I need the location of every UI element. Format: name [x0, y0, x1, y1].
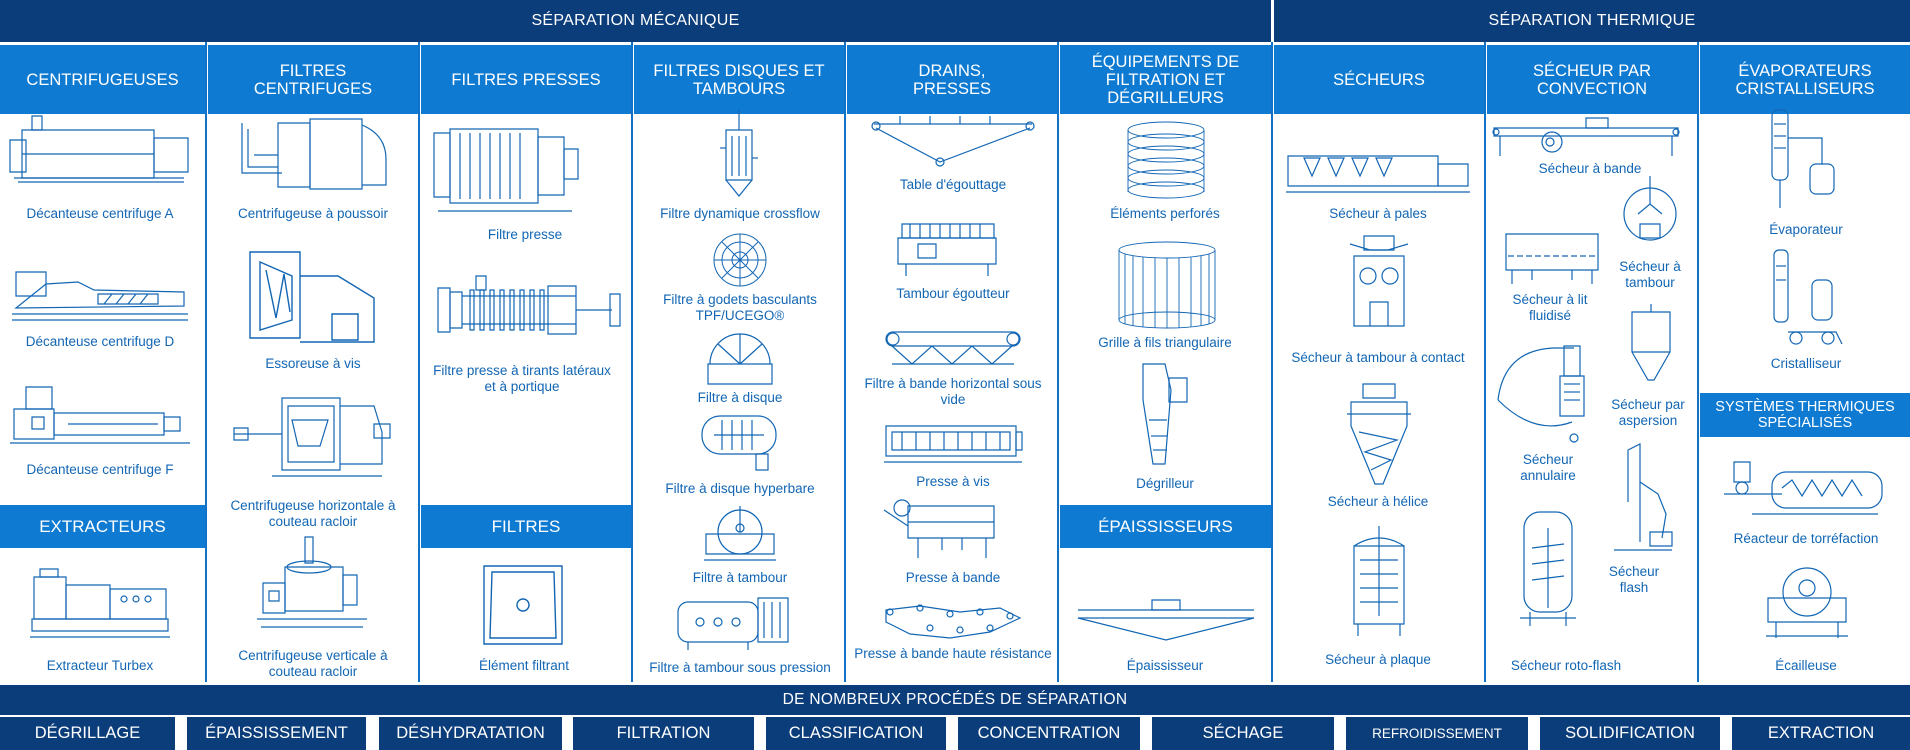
caption: Éléments perforés: [1110, 206, 1220, 221]
caption: Filtre à disque: [697, 390, 783, 405]
header-secheurs: SÉCHEURS: [1274, 45, 1484, 114]
caption: Sécheur à tambour: [1619, 259, 1681, 290]
process-classification: CLASSIFICATION: [766, 717, 946, 750]
screen-rake-icon: [1135, 360, 1195, 468]
caption: Élément filtrant: [478, 658, 570, 673]
annular-dryer-icon: [1494, 340, 1602, 444]
caption: Sécheur à bande: [1538, 161, 1642, 176]
drainage-drum-icon: [896, 218, 998, 278]
header-extracteurs: EXTRACTEURS: [0, 505, 205, 548]
drum-filter-icon: [702, 502, 778, 564]
screw-press-icon: [882, 420, 1024, 468]
caption: Réacteur de torréfaction: [1733, 531, 1879, 546]
process-refroidissement: REFROIDISSEMENT: [1346, 717, 1528, 750]
column-divider: [1484, 42, 1486, 682]
wedge-wire-screen-icon: [1115, 240, 1219, 330]
high-resistance-belt-press-icon: [880, 598, 1026, 646]
fluid-bed-dryer-icon: [1502, 230, 1602, 288]
header-epaississeurs: ÉPAISSISSEURS: [1060, 505, 1271, 548]
pressure-drum-filter-icon: [674, 594, 798, 652]
caption: Extracteur Turbex: [46, 658, 154, 673]
caption: Cristalliseur: [1770, 356, 1842, 371]
belt-press-icon: [882, 496, 1002, 564]
caption: Table d'égouttage: [899, 177, 1007, 192]
crossflow-filter-icon: [718, 108, 760, 200]
caption: Sécheur à plaque: [1325, 652, 1431, 667]
caption: Presse à vis: [916, 474, 990, 489]
header-filtres-disques-tambours: FILTRES DISQUES ET TAMBOURS: [634, 45, 844, 114]
spray-dryer-icon: [1626, 302, 1676, 384]
caption: Filtre à godets basculants TPF/UCEGO®: [663, 292, 817, 323]
horizontal-peeler-centrifuge-icon: [232, 392, 394, 484]
filter-element-icon: [482, 564, 564, 646]
process-concentration: CONCENTRATION: [958, 717, 1140, 750]
caption: Sécheur flash: [1608, 564, 1660, 595]
caption: Décanteuse centrifuge D: [25, 334, 175, 349]
header-secheur-convection: SÉCHEUR PAR CONVECTION: [1487, 45, 1697, 114]
decanter-d-icon: [8, 258, 193, 328]
vacuum-belt-filter-icon: [882, 328, 1024, 368]
header-systemes-thermiques: SYSTÈMES THERMIQUES SPÉCIALISÉS: [1700, 393, 1910, 437]
caption: Centrifugeuse horizontale à couteau racloir: [230, 498, 396, 529]
caption: Décanteuse centrifuge F: [26, 462, 174, 477]
process-solidification: SOLIDIFICATION: [1540, 717, 1720, 750]
caption: Grille à fils triangulaire: [1098, 335, 1232, 350]
caption: Filtre à disque hyperbare: [665, 481, 815, 496]
torrefaction-reactor-icon: [1722, 458, 1888, 520]
flaker-icon: [1764, 558, 1850, 640]
caption: Sécheur par aspersion: [1611, 397, 1685, 428]
tie-rod-filter-press-icon: [436, 272, 622, 340]
process-sechage: SÉCHAGE: [1152, 717, 1334, 750]
header-filtres: FILTRES: [421, 505, 631, 548]
thickener-icon: [1076, 598, 1256, 644]
caption: Filtre à tambour: [692, 570, 788, 585]
perforated-elements-icon: [1124, 120, 1208, 204]
caption: Centrifugeuse à poussoir: [237, 206, 389, 221]
caption: Dégrilleur: [1136, 476, 1194, 491]
column-divider: [205, 42, 207, 682]
pusher-centrifuge-icon: [234, 115, 394, 195]
caption: Sécheur à pales: [1329, 206, 1427, 221]
caption: Décanteuse centrifuge A: [26, 206, 174, 221]
extractor-turbex-icon: [28, 565, 173, 650]
caption: Centrifugeuse verticale à couteau racloir: [238, 648, 388, 679]
caption: Presse à bande haute résistance: [854, 646, 1052, 661]
plate-dryer-icon: [1348, 524, 1410, 638]
caption: Sécheur roto-flash: [1510, 658, 1622, 673]
header-centrifugeuses: CENTRIFUGEUSES: [0, 45, 205, 114]
caption: Filtre presse: [487, 227, 563, 242]
header-equipements-filtration: ÉQUIPEMENTS DE FILTRATION ET DÉGRILLEURS: [1060, 45, 1271, 114]
caption: Évaporateur: [1769, 222, 1843, 237]
caption: Filtre à tambour sous pression: [649, 660, 831, 675]
column-divider: [844, 42, 846, 682]
crystallizer-icon: [1766, 248, 1846, 352]
header-filtres-presses: FILTRES PRESSES: [421, 45, 631, 114]
roto-flash-dryer-icon: [1516, 508, 1580, 630]
band-mechanical: SÉPARATION MÉCANIQUE: [0, 0, 1271, 42]
disc-filter-icon: [706, 330, 774, 386]
helix-dryer-icon: [1345, 380, 1413, 488]
caption: Sécheur à tambour à contact: [1291, 350, 1465, 365]
vertical-peeler-centrifuge-icon: [255, 535, 370, 640]
caption: Sécheur annulaire: [1520, 452, 1576, 483]
process-filtration: FILTRATION: [573, 717, 754, 750]
hyperbaric-disc-filter-icon: [694, 410, 784, 476]
caption: Filtre presse à tirants latéraux et à portique: [433, 363, 611, 394]
evaporator-icon: [1766, 108, 1840, 212]
flash-dryer-icon: [1610, 442, 1676, 558]
header-drains-presses: DRAINS, PRESSES: [847, 45, 1057, 114]
drainage-table-icon: [870, 112, 1036, 170]
caption: Filtre dynamique crossflow: [660, 206, 820, 221]
column-divider: [631, 42, 633, 682]
caption: Écailleuse: [1775, 658, 1837, 673]
filter-press-icon: [432, 125, 580, 217]
column-divider: [1271, 42, 1273, 682]
caption: Épaississeur: [1126, 658, 1204, 673]
process-deshydratation: DÉSHYDRATATION: [379, 717, 562, 750]
process-degrillage: DÉGRILLAGE: [0, 717, 175, 750]
column-divider: [418, 42, 420, 682]
drum-dryer-icon: [1618, 174, 1680, 252]
caption: Tambour égoutteur: [896, 286, 1010, 301]
caption: Sécheur à hélice: [1327, 494, 1429, 509]
process-epaississement: ÉPAISSISSEMENT: [187, 717, 366, 750]
screw-centrifuge-icon: [248, 250, 378, 345]
decanter-f-icon: [8, 383, 193, 453]
paddle-dryer-icon: [1284, 148, 1472, 198]
process-extraction: EXTRACTION: [1732, 717, 1910, 750]
contact-drum-dryer-icon: [1344, 232, 1414, 336]
column-divider: [1057, 42, 1059, 682]
caption: Essoreuse à vis: [265, 356, 361, 371]
tilting-pan-filter-icon: [712, 232, 768, 288]
header-filtres-centrifuges: FILTRES CENTRIFUGES: [208, 45, 418, 114]
column-divider: [1697, 42, 1699, 682]
band-thermal: SÉPARATION THERMIQUE: [1274, 0, 1910, 42]
caption: Presse à bande: [905, 570, 1001, 585]
header-evaporateurs-cristalliseurs: ÉVAPORATEURS CRISTALLISEURS: [1700, 45, 1910, 114]
caption: Sécheur à lit fluidisé: [1512, 292, 1588, 323]
decanter-a-icon: [8, 112, 193, 194]
caption: Filtre à bande horizontal sous vide: [864, 376, 1042, 407]
band-processes: DE NOMBREUX PROCÉDÉS DE SÉPARATION: [0, 685, 1910, 715]
belt-dryer-icon: [1490, 116, 1682, 160]
